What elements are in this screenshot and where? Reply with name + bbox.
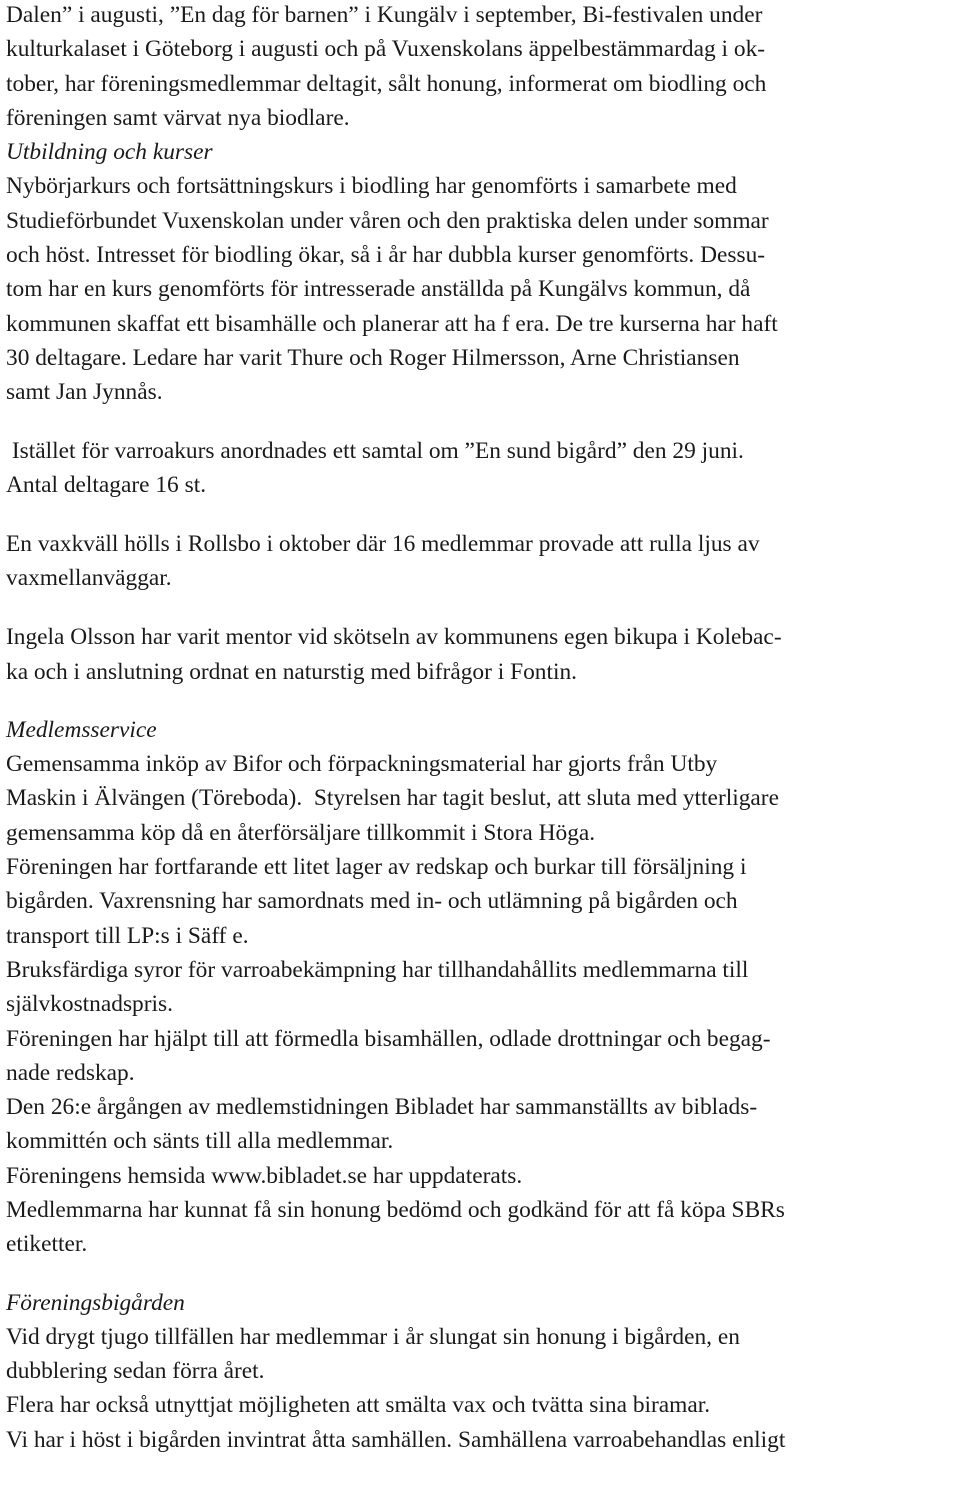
text-line: Medlemmarna har kunnat få sin honung bedömd och godkänd för att få köpa SBRs [6,1197,785,1223]
text-line: Studieförbundet Vuxenskolan under våren och den praktiska delen under sommar [6,207,769,234]
text-line: etiketter. [6,1231,88,1258]
text-line: Gemensamma inköp av Bifor och förpackningsmaterial har gjorts från Utby [6,751,718,778]
text-line: och höst. Intresset för biodling ökar, så i år har dubbla kurser genomförts. Dessu- [6,242,766,269]
section-heading-utbildning: Utbildning och kurser [6,139,213,166]
text-line: kulturkalaset i Göteborg i augusti och på Vuxenskolans äppelbestämmardag i ok- [6,36,766,63]
document-page [6,0,958,1457]
text-line: Maskin i Älvängen (Töreboda). Styrelsen har tagit beslut, att sluta med ytterligare [6,785,779,812]
text-line: bigården. Vaxrensning har samordnats med in- och utlämning på bigården och [6,888,738,915]
text-line: Föreningens hemsida www.bibladet.se har uppdaterats. [6,1162,523,1189]
text-line: samt Jan Jynnås. [6,379,163,406]
text-line: transport till LP:s i Säff e. [6,922,249,949]
text-line: kommittén och sänts till alla medlemmar. [6,1128,394,1155]
text-line: Vid drygt tjugo tillfällen har medlemmar i år slungat sin honung i bigården, en [6,1323,740,1350]
paragraph-varroa [6,434,958,503]
text-line: 30 deltagare. Ledare har varit Thure och Roger Hilmersson, Arne Christiansen [6,344,740,371]
text-line: dubblering sedan förra året. [6,1358,265,1385]
text-line: Istället för varroakurs anordnades ett samtal om ”En sund bigård” den 29 juni. [6,438,744,465]
section-heading-foreningsbigarden: Föreningsbigården [6,1289,185,1316]
text-line: Ingela Olsson har varit mentor vid skötseln av kommunens egen bikupa i Kolebac- [6,624,782,651]
paragraph-vaxkvall [6,527,958,596]
text-line: kommunen skaffat ett bisamhälle och planerar att ha f era. De tre kurserna har haft [6,310,778,337]
section-medlemsservice [6,713,958,1262]
text-line: Den 26:e årgången av medlemstidningen Bibladet har sammanställts av biblads- [6,1094,758,1121]
text-line: vaxmellanväggar. [6,565,172,592]
text-line: Nybörjarkurs och fortsättningskurs i biodling har genomförts i samarbete med [6,173,737,200]
text-line: gemensamma köp då en återförsäljare tillkommit i Stora Höga. [6,819,596,846]
text-line: ka och i anslutning ordnat en naturstig med bifrågor i Fontin. [6,658,578,685]
text-line: självkostnadspris. [6,991,173,1018]
text-line: Bruksfärdiga syror för varroabekämpning har tillhandahållits medlemmarna till [6,956,749,983]
text-line: tom har en kurs genomförts för intresserade anställda på Kungälvs kommun, då [6,276,751,303]
paragraph-events [6,0,958,135]
text-line: Dalen” i augusti, ”En dag för barnen” i Kungälv i september, Bi-festivalen under [6,2,763,28]
text-line: En vaxkväll hölls i Rollsbo i oktober där 16 medlemmar provade att rulla ljus av [6,531,760,558]
text-line: Föreningen har fortfarande ett litet lager av redskap och burkar till försäljning i [6,854,747,881]
paragraph-mentor [6,620,958,689]
text-line: föreningen samt värvat nya biodlare. [6,104,350,131]
section-foreningsbigarden [6,1286,958,1457]
text-line: nade redskap. [6,1059,135,1086]
section-utbildning [6,135,958,409]
text-line: Antal deltagare 16 st. [6,472,207,499]
section-heading-medlemsservice: Medlemsservice [6,716,157,743]
text-line: tober, har föreningsmedlemmar deltagit, sålt honung, informerat om biodling och [6,70,767,97]
text-line: Vi har i höst i bigården invintrat åtta samhällen. Samhällena varroabehandlas enligt [6,1426,786,1453]
text-line: Flera har också utnyttjat möjligheten att smälta vax och tvätta sina biramar. [6,1392,711,1419]
text-line: Föreningen har hjälpt till att förmedla bisamhällen, odlade drottningar och begag- [6,1025,771,1052]
